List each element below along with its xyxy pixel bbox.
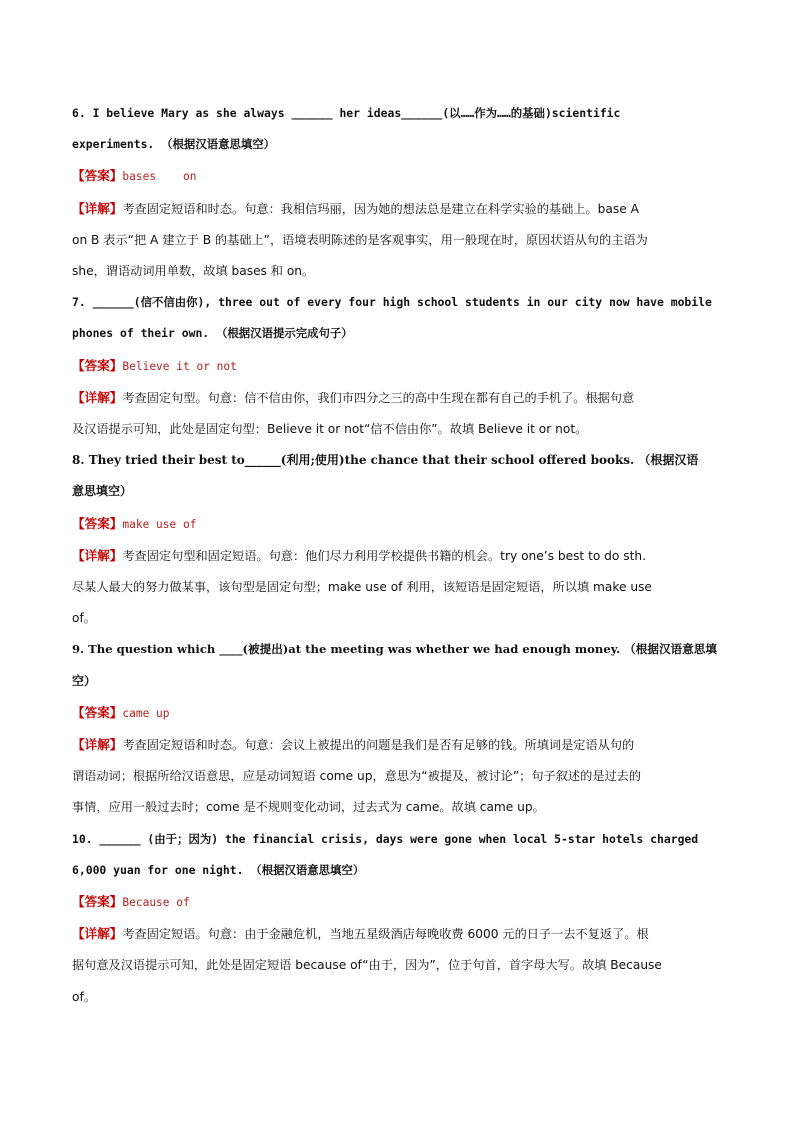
detail-text: 考查固定短语和时态。句意：我相信玛丽，因为她的想法总是建立在科学实验的基础上。base A — [122, 201, 639, 216]
detail-text: she，谓语动词用单数，故填 bases 和 on。 — [72, 264, 315, 279]
question-text: phones of their own. （根据汉语提示完成句子） — [72, 326, 353, 341]
answer-text: came up — [122, 706, 170, 720]
detail-text: of。 — [72, 611, 96, 626]
detail-text: 尽某人最大的努力做某事，该句型是固定句型；make use of 利用，该短语是固定短语，所以填 make use — [72, 580, 652, 595]
detail-line — [72, 540, 722, 572]
detail-line — [72, 382, 722, 414]
answer-tag: 【答案】 — [72, 704, 123, 720]
question-text: 9. The question which ____(被提出)at the meeting was whether we had enough money. （根据汉语意思填 — [72, 642, 717, 657]
answer-text: make use of — [122, 517, 197, 531]
detail-line — [72, 193, 722, 225]
answer-tag: 【答案】 — [72, 168, 123, 184]
detail-tag: 【详解】 — [72, 389, 123, 405]
answer-text: Believe it or not — [122, 359, 237, 373]
detail-text: 谓语动词；根据所给汉语意思，应是动词短语 come up，意思为“被提及，被讨论”；句子叙述的是过去的 — [72, 769, 642, 784]
question-text: 7. ______(信不信由你), three out of every four high school students in our city now have mobile — [72, 295, 712, 310]
detail-text: 考查固定短语。句意：由于金融危机，当地五星级酒店每晚收费 6000 元的日子一去不复返了。根 — [122, 927, 649, 942]
detail-text: of。 — [72, 989, 96, 1004]
detail-text: on B 表示“把 A 建立于 B 的基础上”，语境表明陈述的是客观事实，用一般现在时，原因状语从句的主语为 — [72, 232, 648, 247]
question-8 — [72, 445, 722, 634]
question-text: 空） — [72, 673, 97, 688]
question-text: 8. They tried their best to______(利用;使用)the chance that their school offered books. （根据汉语 — [72, 453, 699, 468]
answer-tag: 【答案】 — [72, 357, 123, 373]
detail-tag: 【详解】 — [72, 737, 123, 753]
detail-text: 据句意及汉语提示可知，此处是固定短语 because of“由于，因为”，位于句首，首字母大写。故填 Because — [72, 958, 662, 973]
answer-line — [72, 886, 722, 918]
detail-text: 考查固定句型和固定短语。句意：他们尽力利用学校提供书籍的机会。try one’s best to do sth. — [122, 548, 646, 563]
detail-tag: 【详解】 — [72, 547, 123, 563]
question-text: experiments. （根据汉语意思填空） — [72, 137, 276, 152]
answer-line — [72, 697, 722, 729]
detail-text: 考查固定句型。句意：信不信由你，我们市四分之三的高中生现在都有自己的手机了。根据句意 — [122, 390, 635, 405]
answer-line — [72, 160, 722, 192]
question-text: 6. I believe Mary as she always ______ her ideas______(以……作为……的基础)scientific — [72, 106, 621, 120]
question-text: 10. ______ (由于；因为) the financial crisis, days were gone when local 5-star hotels charged — [72, 831, 699, 846]
answer-text: bases on — [122, 170, 197, 184]
answer-line — [72, 508, 722, 540]
detail-line — [72, 729, 722, 761]
answer-tag: 【答案】 — [72, 515, 123, 531]
document-page — [72, 98, 722, 1013]
detail-text: 事情，应用一般过去时；come 是不规则变化动词，过去式为 came。故填 came up。 — [72, 800, 545, 815]
question-7 — [72, 287, 722, 445]
detail-line — [72, 918, 722, 950]
detail-tag: 【详解】 — [72, 926, 123, 942]
answer-line — [72, 350, 722, 382]
question-9 — [72, 634, 722, 823]
question-text: 意思填空） — [72, 484, 133, 499]
answer-text: Because of — [122, 896, 190, 910]
question-text: 6,000 yuan for one night. （根据汉语意思填空） — [72, 862, 365, 877]
detail-text: 考查固定短语和时态。句意：会议上被提出的问题是我们是否有足够的钱。所填词是定语从句的 — [122, 738, 635, 753]
detail-text: 及汉语提示可知，此处是固定句型：Believe it or not“信不信由你”。故填 Believe it or not。 — [72, 422, 588, 437]
question-6 — [72, 98, 722, 287]
detail-tag: 【详解】 — [72, 200, 123, 216]
answer-tag: 【答案】 — [72, 894, 123, 910]
question-10 — [72, 824, 722, 1013]
